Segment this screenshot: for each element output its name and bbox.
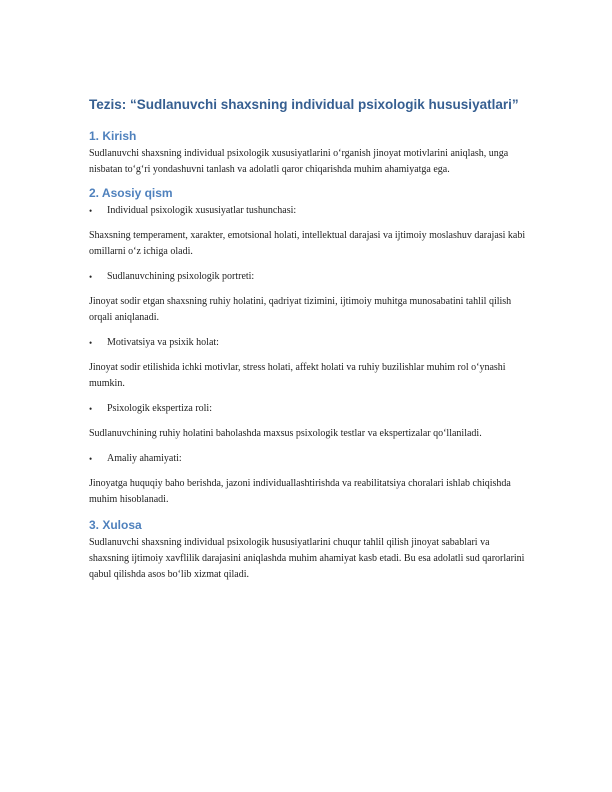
section-heading: 3. Xulosa: [89, 518, 142, 532]
section-conclusion: [89, 517, 529, 583]
item-paragraph: Jinoyatga huquqiy baho berishda, jazoni individuallashtirishda va reabilitatsiya choralari ishlab chiqishda muhim hisoblanadi.: [89, 478, 511, 505]
section-heading: 2. Asosiy qism: [89, 186, 173, 200]
bullet-text: Individual psixologik xususiyatlar tushunchasi:: [107, 205, 297, 216]
bullet-item: [89, 269, 529, 285]
section-main: [89, 185, 529, 508]
section-paragraph: Sudlanuvchi shaxsning individual psixologik hususiyatlarini chuqur tahlil qilish jinoyat sabablari va shaxsning ijtimoiy xavflilik darajasini aniqlashda muhim ahamiyat kasb etadi. Bu esa adolatli sud qarorlarini qabul qilishda asos bo‘lib xizmat qiladi.: [89, 537, 525, 580]
bullet-icon: •: [89, 272, 93, 282]
bullet-icon: •: [89, 338, 93, 348]
bullet-text: Motivatsiya va psixik holat:: [107, 337, 219, 348]
item-paragraph: Sudlanuvchining ruhiy holatini baholashda maxsus psixologik testlar va ekspertizalar qo‘llaniladi.: [89, 428, 482, 439]
item-paragraph: Jinoyat sodir etilishida ichki motivlar, stress holati, affekt holati va ruhiy buzilishlar muhim rol o‘ynashi mumkin.: [89, 362, 506, 389]
section-introduction: [89, 128, 529, 178]
document-title: Tezis: “Sudlanuvchi shaxsning individual psixologik hususiyatlari”: [89, 97, 519, 112]
bullet-item: [89, 451, 529, 467]
bullet-item: [89, 335, 529, 351]
bullet-item: [89, 203, 529, 219]
bullet-text: Psixologik ekspertiza roli:: [107, 403, 212, 414]
bullet-icon: •: [89, 454, 93, 464]
bullet-item: [89, 401, 529, 417]
bullet-icon: •: [89, 206, 93, 216]
bullet-icon: •: [89, 404, 93, 414]
section-paragraph: Sudlanuvchi shaxsning individual psixologik xususiyatlarini o‘rganish jinoyat motivlarini aniqlash, unga nisbatan to‘g‘ri yondashuvni tanlash va adolatli qaror chiqarishda muhim ahamiyatga ega.: [89, 148, 509, 175]
document-body: [89, 96, 529, 589]
item-paragraph: Jinoyat sodir etgan shaxsning ruhiy holatini, qadriyat tizimini, ijtimoiy muhitga munosabatini tahlil qilish orqali aniqlanadi.: [89, 296, 512, 323]
section-heading: 1. Kirish: [89, 129, 137, 143]
item-paragraph: Shaxsning temperament, xarakter, emotsional holati, intellektual darajasi va ijtimoiy moslashuv darajasi kabi omillarni o‘z ichiga oladi.: [89, 230, 526, 257]
bullet-text: Amaliy ahamiyati:: [107, 453, 182, 464]
bullet-text: Sudlanuvchining psixologik portreti:: [107, 271, 255, 282]
